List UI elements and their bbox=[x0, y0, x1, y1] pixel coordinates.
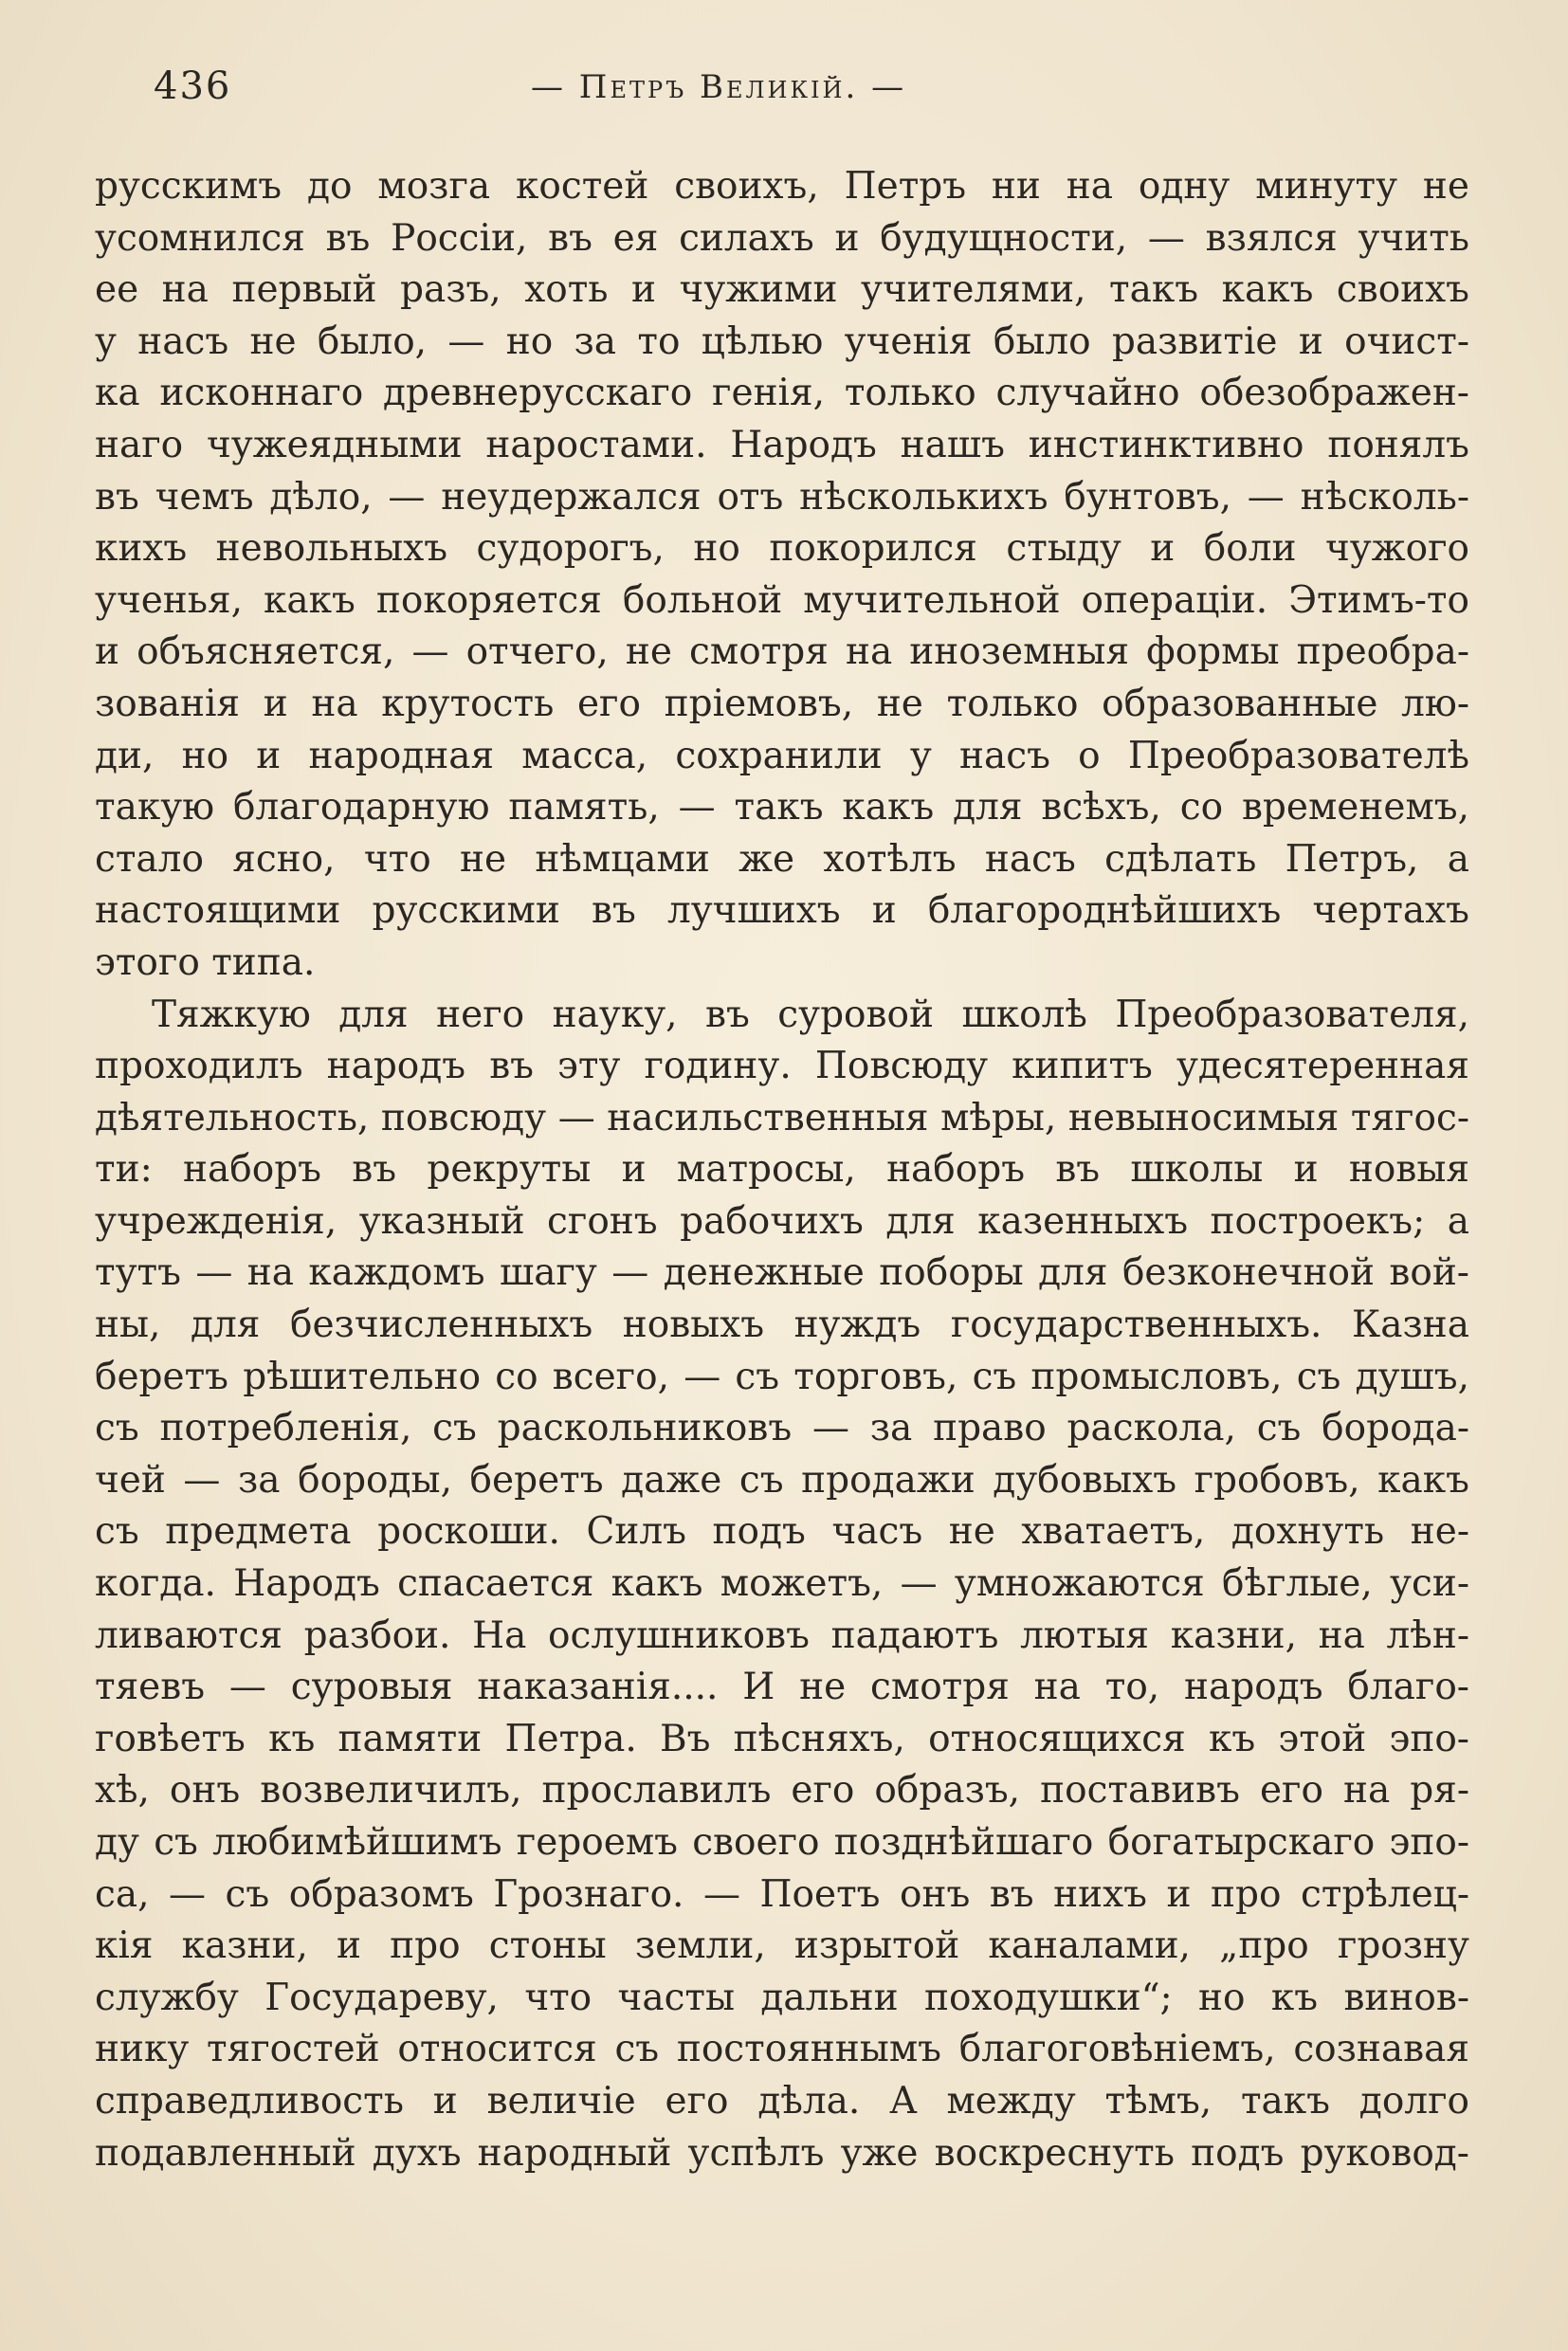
text-line: у насъ не было, — но за то цѣлью ученія было развитіе и очист- bbox=[95, 319, 1469, 363]
text-line: ее на первый разъ, хоть и чужими учителями, такъ какъ своихъ bbox=[95, 268, 1469, 312]
text-line: тутъ — на каждомъ шагу — денежные поборы для безконечной вой- bbox=[95, 1251, 1469, 1295]
text-line: ти: наборъ въ рекруты и матросы, наборъ въ школы и новыя bbox=[95, 1148, 1469, 1192]
page-header bbox=[95, 57, 1469, 123]
text-line: службу Государеву, что часты дальни походушки“; но къ винов- bbox=[95, 1976, 1469, 2019]
text-line: ны, для безчисленныхъ новыхъ нуждъ государственныхъ. Казна bbox=[95, 1303, 1469, 1347]
paragraph-start-line: Тяжкую для него науку, въ суровой школѣ Преобразователя, bbox=[152, 993, 1469, 1036]
text-line: съ предмета роскоши. Силъ подъ часъ не хватаетъ, дохнуть не- bbox=[95, 1510, 1469, 1554]
text-line: наго чужеядными наростами. Народъ нашъ инстинктивно понялъ bbox=[95, 423, 1469, 466]
text-line: зованія и на крутость его пріемовъ, не только образованные лю- bbox=[95, 682, 1469, 725]
text-line: учрежденія, указный сгонъ рабочихъ для казенныхъ построекъ; а bbox=[95, 1199, 1469, 1243]
text-line: стало ясно, что не нѣмцами же хотѣлъ насъ сдѣлать Петръ, а bbox=[95, 837, 1469, 881]
text-line: настоящими русскими въ лучшихъ и благороднѣйшихъ чертахъ bbox=[95, 889, 1469, 933]
text-line: беретъ рѣшительно со всего, — съ торговъ, съ промысловъ, съ душъ, bbox=[95, 1355, 1469, 1398]
text-line: ливаются разбои. На ослушниковъ падаютъ лютыя казни, на лѣн- bbox=[95, 1613, 1469, 1657]
text-line: ученья, какъ покоряется больной мучительной операціи. Этимъ-то bbox=[95, 578, 1469, 622]
text-line: когда. Народъ спасается какъ можетъ, — умножаются бѣглые, уси- bbox=[95, 1562, 1469, 1606]
text-line: съ потребленія, съ раскольниковъ — за право раскола, съ борода- bbox=[95, 1407, 1469, 1450]
text-line: проходилъ народъ въ эту годину. Повсюду кипитъ удесятеренная bbox=[95, 1045, 1469, 1088]
text-line: ка исконнаго древнерусскаго генія, только случайно обезображен- bbox=[95, 372, 1469, 415]
text-line: усомнился въ Россіи, въ ея силахъ и будущности, — взялся учить bbox=[95, 216, 1469, 260]
body-text bbox=[95, 161, 1469, 2179]
text-line: са, — съ образомъ Грознаго. — Поетъ онъ въ нихъ и про стрѣлец- bbox=[95, 1872, 1469, 1916]
text-line: дѣятельность, повсюду — насильственныя мѣры, невыносимыя тягос- bbox=[95, 1096, 1469, 1139]
running-title: — Петръ Великій. — bbox=[531, 68, 907, 106]
text-line: русскимъ до мозга костей своихъ, Петръ ни на одну минуту не bbox=[95, 165, 1469, 208]
text-line: ду съ любимѣйшимъ героемъ своего позднѣйшаго богатырскаго эпо- bbox=[95, 1821, 1469, 1864]
text-line: ди, но и народная масса, сохранили у насъ о Преобразователѣ bbox=[95, 734, 1469, 777]
page-number: 436 bbox=[154, 64, 232, 108]
text-line: такую благодарную память, — такъ какъ для всѣхъ, со временемъ, bbox=[95, 786, 1469, 829]
text-line: и объясняется, — отчего, не смотря на иноземныя формы преобра- bbox=[95, 630, 1469, 674]
text-line: въ чемъ дѣло, — неудержался отъ нѣсколькихъ бунтовъ, — нѣсколь- bbox=[95, 475, 1469, 519]
text-line: тяевъ — суровыя наказанія.... И не смотря на то, народъ благо- bbox=[95, 1666, 1469, 1709]
text-line: хѣ, онъ возвеличилъ, прославилъ его образъ, поставивъ его на ря- bbox=[95, 1769, 1469, 1813]
text-line: подавленный духъ народный успѣлъ уже воскреснуть подъ руковод- bbox=[95, 2131, 1469, 2175]
text-line: справедливость и величіе его дѣла. А между тѣмъ, такъ долго bbox=[95, 2079, 1469, 2123]
text-line: кихъ невольныхъ судорогъ, но покорился стыду и боли чужого bbox=[95, 527, 1469, 571]
text-line: чей — за бороды, беретъ даже съ продажи дубовыхъ гробовъ, какъ bbox=[95, 1458, 1469, 1502]
text-line: кія казни, и про стоны земли, изрытой каналами, „про грозну bbox=[95, 1924, 1469, 1968]
text-line: говѣетъ къ памяти Петра. Въ пѣсняхъ, относящихся къ этой эпо- bbox=[95, 1717, 1469, 1760]
text-line: нику тягостей относится съ постояннымъ благоговѣніемъ, сознавая bbox=[95, 2028, 1469, 2071]
paragraph-end-line: этого типа. bbox=[95, 940, 316, 984]
